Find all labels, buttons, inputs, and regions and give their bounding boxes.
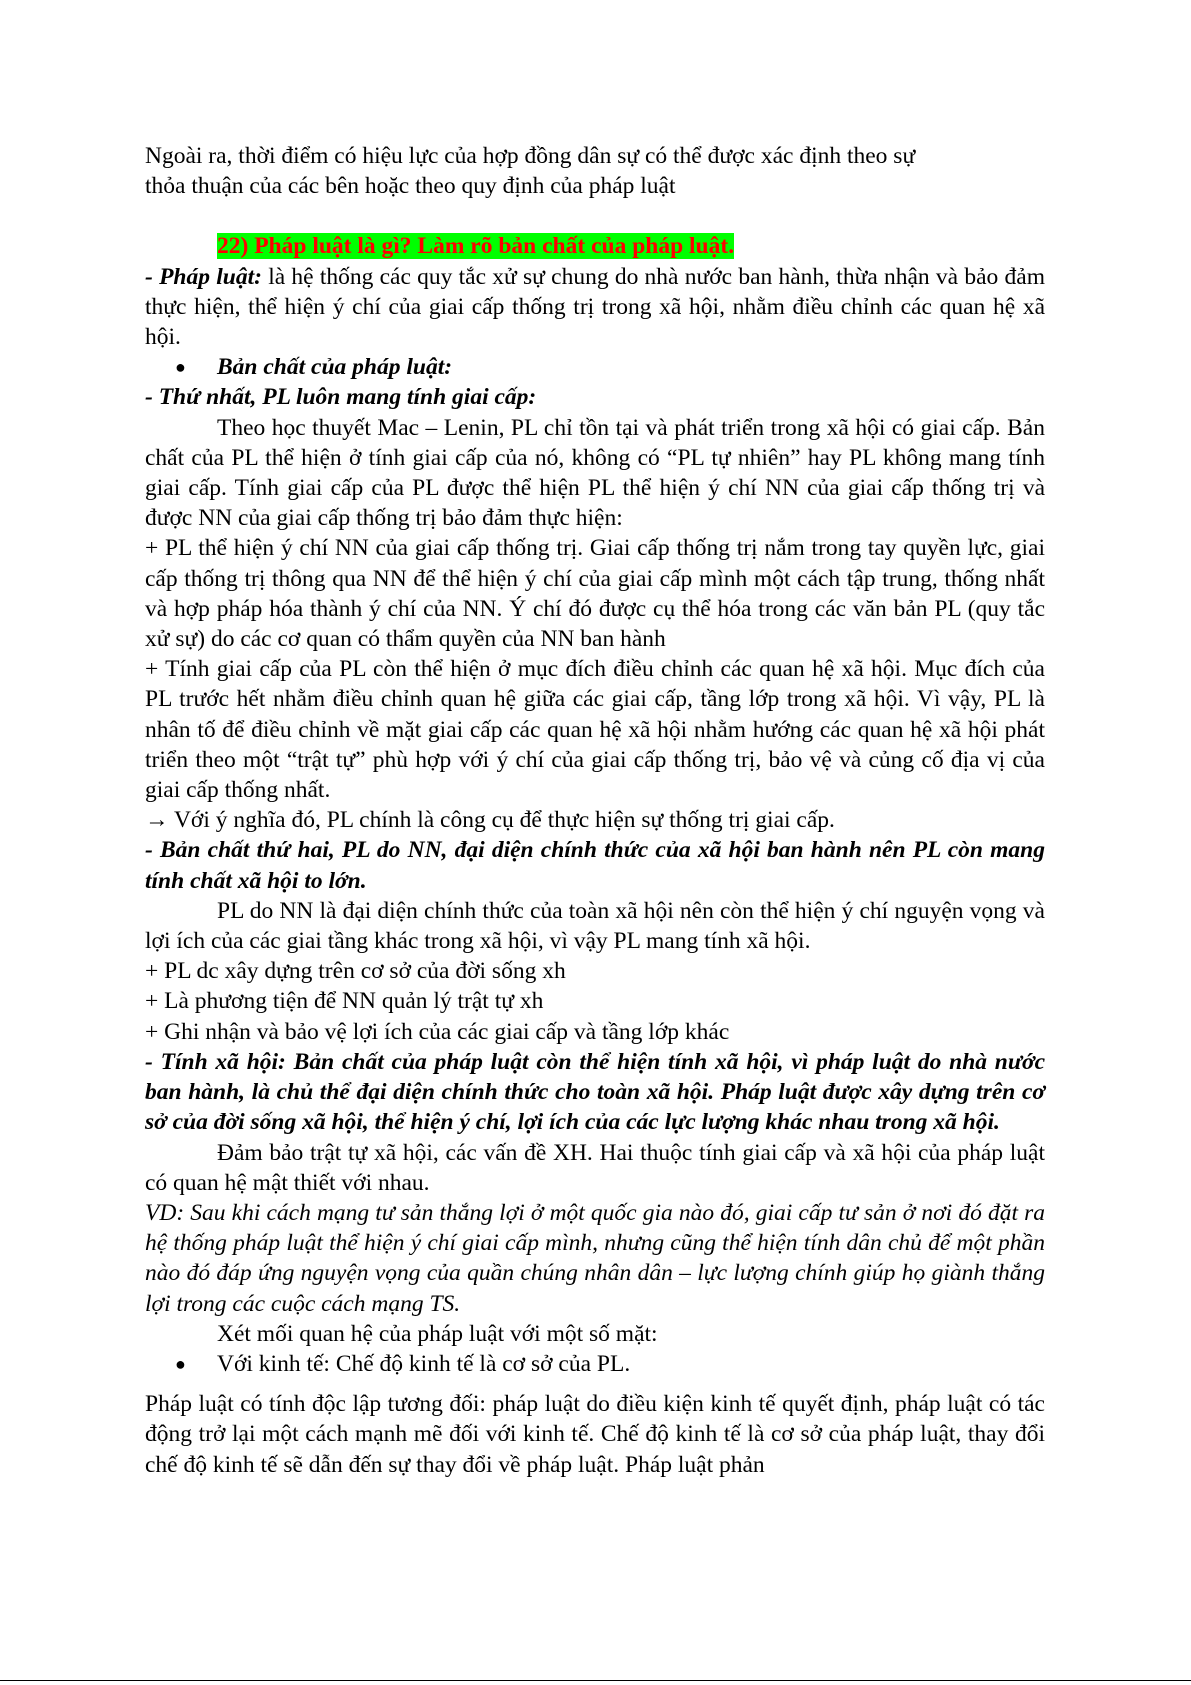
example-paragraph: VD: Sau khi cách mạng tư sản thắng lợi ở một quốc gia nào đó, giai cấp tư sản ở nơi đó đặt ra hệ thống pháp luật thể hiện ý chí giai cấp mình, nhưng cũng thể hiện tính dân chủ để một phần nào đó đáp ứng nguyện vọng của quần chúng nhân dân – lực lượng chính giúp họ giành thắng lợi trong các cuộc cách mạng TS.	[145, 1199, 1045, 1317]
relations-paragraph: Pháp luật có tính độc lập tương đối: pháp luật do điều kiện kinh tế quyết định, pháp luật có tác động trở lại một cách mạnh mẽ đối với kinh tế. Chế độ kinh tế là cơ sở của pháp luật, thay đổi chế độ kinh tế sẽ dẫn đến sự thay đổi về pháp luật. Pháp luật phản	[145, 1391, 1045, 1478]
second-nature-paragraph: PL do NN là đại diện chính thức của toàn xã hội nên còn thể hiện ý chí nguyện vọng và lợi ích của các giai tầng khác trong xã hội, vì vậy PL mang tính xã hội.	[145, 897, 1045, 955]
second-nature-point-1: + PL dc xây dựng trên cơ sở của đời sống xh	[145, 958, 566, 985]
document-body	[145, 141, 1045, 1480]
intro-line-1: Ngoài ra, thời điểm có hiệu lực của hợp đồng dân sự có thể được xác định theo sự	[145, 143, 916, 169]
definition-label: - Pháp luật:	[145, 263, 262, 290]
economy-bullet-item	[145, 1349, 1045, 1379]
social-nature-paragraph: Đảm bảo trật tự xã hội, các vấn đề XH. Hai thuộc tính giai cấp và xã hội của pháp luật có quan hệ mật thiết với nhau.	[145, 1139, 1045, 1196]
economy-bullet-text: Với kinh tế: Chế độ kinh tế là cơ sở của PL.	[217, 1350, 631, 1377]
first-nature-point-2: + Tính giai cấp của PL còn thể hiện ở mục đích điều chỉnh các quan hệ xã hội. Mục đích của PL trước hết nhằm điều chỉnh quan hệ giữa các giai cấp, tầng lớp trong xã hội. Vì vậy, PL là nhân tố để điều chỉnh về mặt giai cấp các quan hệ xã hội nhằm hướng các quan hệ xã hội phát triển theo một “trật tự” phù hợp với ý chí của giai cấp thống trị, bảo vệ và củng cố địa vị của giai cấp thống nhất.	[145, 656, 1045, 804]
second-nature-point-2: + Là phương tiện để NN quản lý trật tự xh	[145, 988, 544, 1015]
bullet-icon: ●	[175, 1353, 186, 1374]
first-nature-conclusion: → Với ý nghĩa đó, PL chính là công cụ để thực hiện sự thống trị giai cấp.	[145, 807, 835, 834]
page-bottom-rule	[0, 1680, 1191, 1681]
first-nature-heading: - Thứ nhất, PL luôn mang tính giai cấp:	[145, 384, 537, 411]
intro-line-2: thỏa thuận của các bên hoặc theo quy định của pháp luật	[145, 173, 676, 200]
first-nature-paragraph: Theo học thuyết Mac – Lenin, PL chỉ tồn tại và phát triển trong xã hội có giai cấp. Bản chất của PL thể hiện ở tính giai cấp của nó, không có “PL tự nhiên” hay PL không mang tính giai cấp. Tính giai cấp của PL được thể hiện PL thể hiện ý chí NN của giai cấp thống trị và được NN của giai cấp thống trị bảo đảm thực hiện:	[145, 414, 1045, 532]
section-heading: 22) Pháp luật là gì? Làm rõ bản chất của pháp luật.	[217, 233, 735, 260]
definition-paragraph	[145, 262, 1045, 353]
section-heading-wrap	[145, 231, 1045, 261]
second-nature-heading: - Bản chất thứ hai, PL do NN, đại diện chính thức của xã hội ban hành nên PL còn mang tính chất xã hội to lớn.	[145, 837, 1045, 894]
first-nature-point-1: + PL thể hiện ý chí NN của giai cấp thống trị. Giai cấp thống trị nắm trong tay quyền lực, giai cấp thống trị thông qua NN để thể hiện ý chí của giai cấp mình một cách tập trung, thống nhất và hợp pháp hóa thành ý chí của NN. Ý chí đó được cụ thể hóa trong các văn bản PL (quy tắc xử sự) do các cơ quan có thẩm quyền của NN ban hành	[145, 535, 1045, 653]
social-nature-heading: - Tính xã hội: Bản chất của pháp luật còn thể hiện tính xã hội, vì pháp luật do nhà nước ban hành, là chủ thể đại diện chính thức cho toàn xã hội. Pháp luật được xây dựng trên cơ sở của đời sống xã hội, thể hiện ý chí, lợi ích của các lực lượng khác nhau trong xã hội.	[145, 1048, 1045, 1136]
nature-bullet-text: Bản chất của pháp luật:	[217, 354, 453, 381]
definition-text: là hệ thống các quy tắc xử sự chung do nhà nước ban hành, thừa nhận và bảo đảm thực hiện, thể hiện ý chí của giai cấp thống trị trong xã hội, nhằm điều chỉnh các quan hệ xã hội.	[145, 263, 1045, 351]
second-nature-point-3: + Ghi nhận và bảo vệ lợi ích của các giai cấp và tầng lớp khác	[145, 1018, 730, 1045]
relations-intro: Xét mối quan hệ của pháp luật với một số mặt:	[217, 1320, 658, 1347]
bullet-icon: ●	[175, 357, 186, 378]
nature-bullet-item	[145, 352, 1045, 382]
